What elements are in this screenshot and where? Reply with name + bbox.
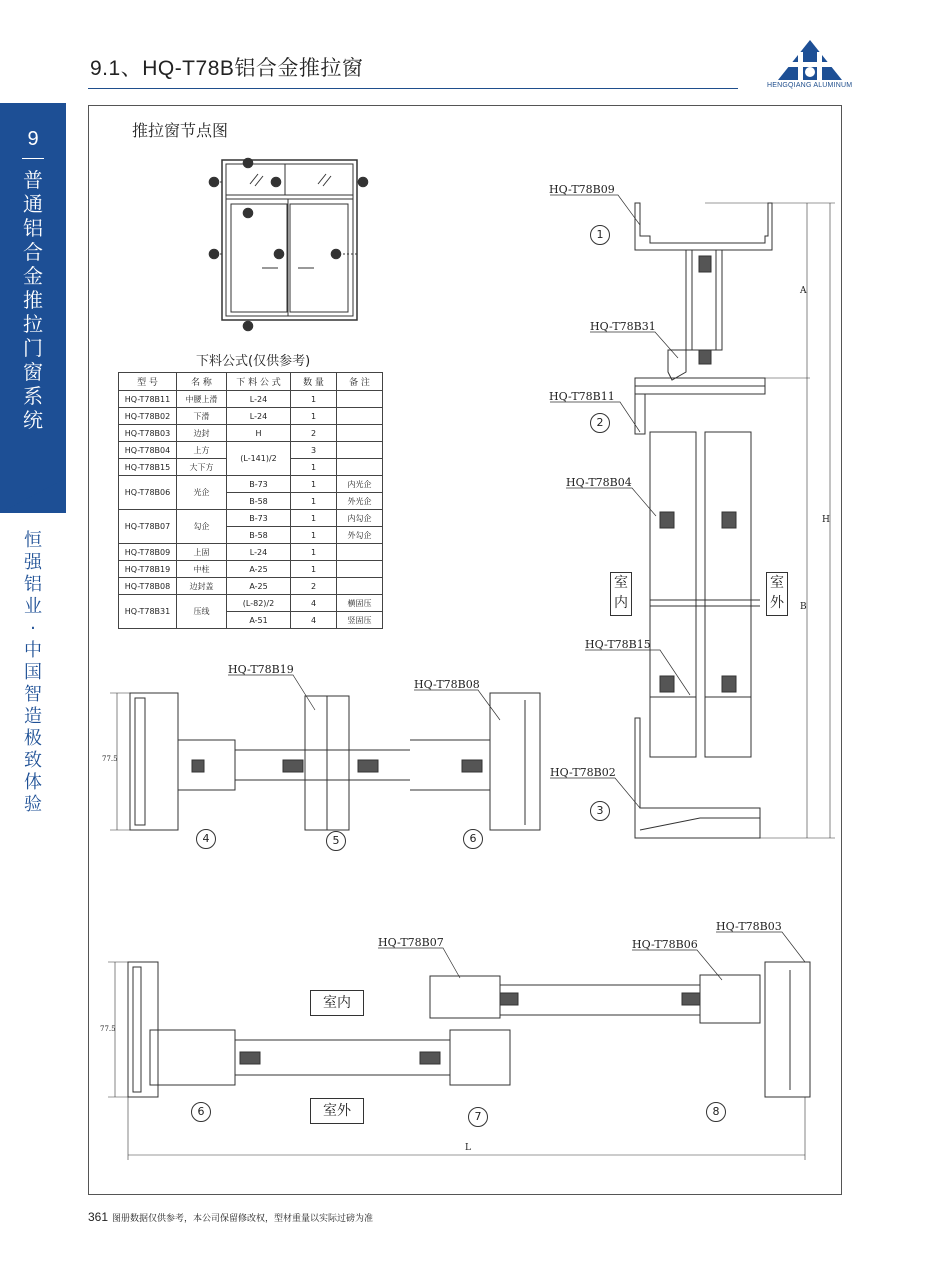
table-cell: HQ-T78B08 (119, 578, 177, 595)
section-marker-1: 1 (590, 225, 610, 245)
table-cell: HQ-T78B11 (119, 391, 177, 408)
elevation-marker: ⑥ (273, 179, 280, 187)
table-cell: 1 (291, 408, 337, 425)
dimension-b: B (800, 602, 807, 612)
table-cell: HQ-T78B07 (119, 510, 177, 544)
table-cell: 内勾企 (337, 510, 383, 527)
profile-label-b11: HQ-T78B11 (549, 390, 615, 403)
profile-label-b15: HQ-T78B15 (585, 638, 651, 651)
table-cell: 1 (291, 544, 337, 561)
table-cell: B-58 (227, 527, 291, 544)
table-cell: 外勾企 (337, 527, 383, 544)
elevation-marker: ⑥ (360, 179, 367, 187)
table-cell: HQ-T78B02 (119, 408, 177, 425)
dimension-depth-lower: 77.5 (100, 1025, 116, 1033)
window-elevation (212, 160, 367, 320)
table-header-cell: 数 量 (291, 373, 337, 391)
table-cell: 上固 (177, 544, 227, 561)
section-marker-6-lower: 6 (191, 1102, 211, 1122)
profile-label-b31: HQ-T78B31 (590, 320, 656, 333)
horizontal-section-upper (110, 693, 540, 830)
table-cell: B-73 (227, 510, 291, 527)
table-cell: 光企 (177, 476, 227, 510)
table-cell: HQ-T78B19 (119, 561, 177, 578)
table-cell: H (227, 425, 291, 442)
profile-label-b06: HQ-T78B06 (632, 938, 698, 951)
table-title: 下料公式(仅供参考) (196, 354, 311, 369)
table-cell: 边封盖 (177, 578, 227, 595)
table-cell: 大下方 (177, 459, 227, 476)
table-cell: 压线 (177, 595, 227, 629)
footer-note: 图册数据仅供参考，本公司保留修改权，型材重量以实际过磅为准 (112, 1214, 374, 1224)
table-cell: 外光企 (337, 493, 383, 510)
table-cell: 上方 (177, 442, 227, 459)
table-cell: HQ-T78B04 (119, 442, 177, 459)
table-cell: 边封 (177, 425, 227, 442)
section-title: 推拉窗节点图 (132, 121, 229, 140)
table-cell: A-51 (227, 612, 291, 629)
table-cell: 2 (291, 425, 337, 442)
table-cell: L-24 (227, 544, 291, 561)
profile-label-b19: HQ-T78B19 (228, 663, 294, 676)
vertical-section (635, 203, 835, 838)
table-cell: HQ-T78B31 (119, 595, 177, 629)
section-marker-8: 8 (706, 1102, 726, 1122)
logo-text: HENGQIANG ALUMINUM (767, 82, 853, 89)
elevation-marker: ⑦ (211, 251, 218, 259)
table-cell: 中柱 (177, 561, 227, 578)
page-title: 9.1、HQ-T78B铝合金推拉窗 (90, 57, 364, 80)
leader-lines (228, 195, 805, 980)
dimension-depth-upper: 77.5 (102, 755, 118, 763)
section-marker-5: 5 (326, 831, 346, 851)
table-cell: B-58 (227, 493, 291, 510)
elevation-marker: ⑤ (245, 160, 252, 168)
chapter-category: 普通铝合金推拉门窗系统 (23, 168, 43, 432)
table-cell: 1 (291, 510, 337, 527)
page-number: 361 (88, 1210, 109, 1224)
table-header-cell: 下 料 公 式 (227, 373, 291, 391)
dimension-l: L (465, 1143, 471, 1153)
horizontal-section-lower (108, 962, 810, 1160)
elevation-marker: ⑨ (333, 251, 340, 259)
table-cell: 1 (291, 527, 337, 544)
page-footer (88, 1210, 373, 1224)
brand-slogan: 恒强铝业·中国智造 极致体验 (24, 530, 42, 815)
table-cell: 横固压 (337, 595, 383, 612)
section-marker-2: 2 (590, 413, 610, 433)
table-header-cell: 备 注 (337, 373, 383, 391)
table-cell: HQ-T78B09 (119, 544, 177, 561)
table-cell: HQ-T78B15 (119, 459, 177, 476)
room-inside: 室内 (310, 990, 364, 1016)
table-cell: 竖固压 (337, 612, 383, 629)
table-cell: A-25 (227, 578, 291, 595)
section-marker-4: 4 (196, 829, 216, 849)
room-outside: 室外 (310, 1098, 364, 1124)
room-outside-vertical: 室外 (766, 572, 788, 616)
table-cell: HQ-T78B06 (119, 476, 177, 510)
table-cell: 下滑 (177, 408, 227, 425)
dimension-a: A (800, 286, 807, 296)
table-cell: 4 (291, 595, 337, 612)
profile-label-b04: HQ-T78B04 (566, 476, 632, 489)
table-cell: A-25 (227, 561, 291, 578)
profile-label-b02: HQ-T78B02 (550, 766, 616, 779)
table-cell: 内光企 (337, 476, 383, 493)
section-marker-7: 7 (468, 1107, 488, 1127)
room-inside-vertical: 室内 (610, 572, 632, 616)
table-cell: (L-141)/2 (227, 442, 291, 476)
table-cell: 1 (291, 459, 337, 476)
section-marker-3: 3 (590, 801, 610, 821)
table-cell: 勾企 (177, 510, 227, 544)
table-cell: (L-82)/2 (227, 595, 291, 612)
elevation-marker: ⑤ (245, 323, 252, 331)
table-cell: B-73 (227, 476, 291, 493)
table-cell: HQ-T78B03 (119, 425, 177, 442)
table-cell: L-24 (227, 391, 291, 408)
elevation-marker: ⑧ (276, 251, 283, 259)
profile-label-b03: HQ-T78B03 (716, 920, 782, 933)
profile-label-b09: HQ-T78B09 (549, 183, 615, 196)
table-cell: 4 (291, 612, 337, 629)
table-cell: 3 (291, 442, 337, 459)
profile-label-b07: HQ-T78B07 (378, 936, 444, 949)
chapter-number: 9 (27, 128, 39, 150)
section-marker-6-upper: 6 (463, 829, 483, 849)
table-cell: 1 (291, 476, 337, 493)
table-cell: 1 (291, 493, 337, 510)
table-cell: L-24 (227, 408, 291, 425)
table-cell: 1 (291, 391, 337, 408)
table-cell: 1 (291, 561, 337, 578)
dimension-h: H (822, 515, 830, 525)
table-header-cell: 名 称 (177, 373, 227, 391)
table-cell: 2 (291, 578, 337, 595)
table-header-cell: 型 号 (119, 373, 177, 391)
elevation-marker: ④ (211, 179, 218, 187)
table-cell: 中腰上滑 (177, 391, 227, 408)
profile-label-b08: HQ-T78B08 (414, 678, 480, 691)
